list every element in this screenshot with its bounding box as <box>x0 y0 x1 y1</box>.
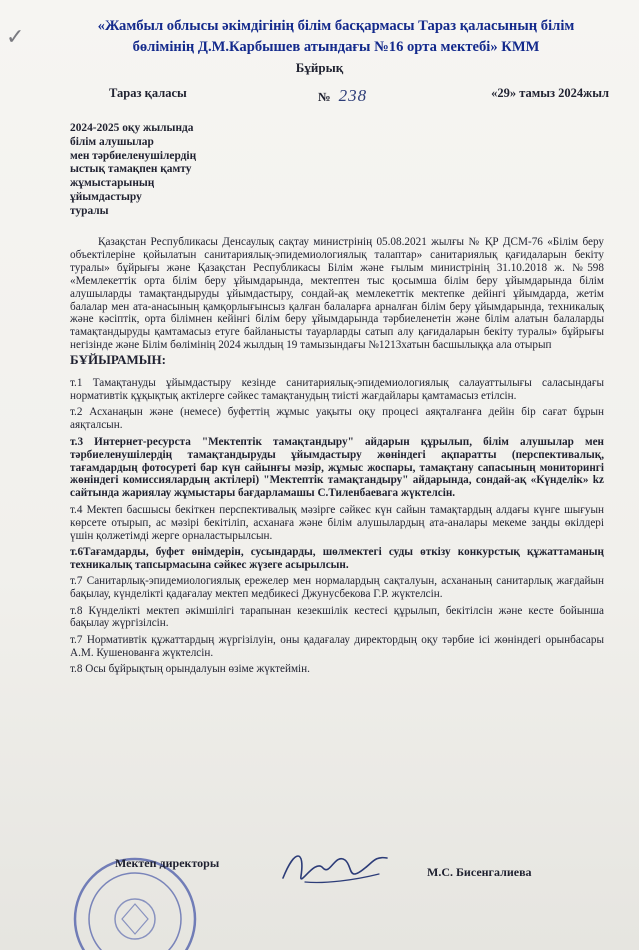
document-type: Бұйрық <box>295 60 344 75</box>
subject-line: 2024-2025 оқу жылында <box>70 122 194 134</box>
order-item: т.1 Тамақтануды ұйымдастыру кезінде санитариялық-эпидемиологиялық салауаттылығы саласындағы нормативтік құқықтық актілерге сәйкес тамақтанудың тиісті жағдайлары қамтамасыз етілсін. <box>70 377 604 402</box>
preamble-paragraph: Қазақстан Республикасы Денсаулық сақтау министрінің 05.08.2021 жылғы № ҚР ДСМ-76 «Білім беру объектілеріне қойылатын санитариялық-эпидемиологиялық талаптар» санитариялық қағидаларын бекіту туралы» бұйрығы және Қазақстан Республикасы Білім және ғылым министрінің 31.10.2018 ж. №598 «Мемлекеттік орта білім беру ұйымдарында, мектептен тыс қосымша білім беру ұйымдарында білім алушыларды тамақтандыруды ұйымдастыру, сондай-ақ мемлекеттік мектепке дейінгі ұйымдарда, жетім балалар мен ата-анасының қамқорлығынсыз қалған балаларға арналған білім беру ұйымдарында, техникалық және кәсіптік, орта білімнен кейінгі білім беру ұйымдарында тәрбиеленетін және білім алатын балаларды тамақтандыруды қамтамасыз етуге байланысты тауарларды сатып алу қағидаларын бекіту туралы» бұйрығы негізінде және Білім бөлімінің 2024 жылдың 19 тамызындағы №1213хатын басшылыққа ала отырып <box>70 236 604 352</box>
order-item: т.3 Интернет-ресурста "Мектептік тамақтандыру" айдарын құрылып, білім алушылар мен тәрбиеленушілердің тамақтандыруды ұйымдастыру жөніндегі ақпаратты (перспективалық, тағамдардың фотосуреті бар күн сайынғы мәзір, жұмыс жоспары, тамақтану сапасының мониторингі жөніндегі комиссиялардың актілері) "Мектептік тамақтандыру" айдарында, сондай-ақ «Күнделік» kz сайтында жариялау жұмыстары бағдарламашы С.Тиленбаевага жүктелсін. <box>70 435 604 500</box>
organization-header <box>62 16 610 58</box>
subject-line: білім алушылар <box>70 135 154 148</box>
order-number <box>318 86 367 106</box>
handwritten-signature <box>275 838 395 898</box>
order-item: т.8 Күнделікті мектеп әкімшілігі тарапынан кезекшілік кестесі құрылып, бекітілсін және кесте бойынша бақылау жүргізілсін. <box>70 604 604 630</box>
signatory-name: М.С. Бисенгалиева <box>427 865 532 879</box>
order-item: т.7 Нормативтік құжаттардың жүргізілуін, оны қадағалау директордың оқу тәрбие ісі жөніндегі орынбасары А.М. Кушенованға жүктелсін. <box>70 633 604 659</box>
number-label: № <box>318 90 331 104</box>
subject-line: жұмыстарының <box>70 177 155 190</box>
order-item: т.7 Санитарлық-эпидемиологиялық ережелер мен нормалардың сақталуын, асхананың санитарлық жағдайын бақылау, күнделікті қадағалау мектеп медбикесі Джунусбекова Г.Р. жүктелсін. <box>70 575 604 601</box>
number-value: 238 <box>338 86 368 105</box>
order-item: т.4 Мектеп басшысы бекіткен перспективалық мәзірге сәйкес күн сайын тамақтардың алдағы күнге шығуын көрсете отырып, ас мәзірі бекітіліп, асханаға және білім алушылардың ата-аналары мекеме заңды өкілдері үшін қолжетімді жерге орналастырылсын. <box>70 503 604 542</box>
order-item: т.6Тағамдарды, буфет өнімдерін, сусындарды, шөлмектегі суды өткізу конкурстық құжаттаманың техникалық тапсырмасына сәйкес жүзеге асырылсын. <box>70 545 604 571</box>
decree-heading: БҰЙЫРАМЫН: <box>70 352 167 368</box>
order-date: «29» тамыз 2024жыл <box>491 86 609 100</box>
subject-line: ұйымдастыру <box>70 190 142 203</box>
city-label: Тараз қаласы <box>109 86 187 100</box>
org-line-2: бөлімінің Д.М.Карбышев атындағы №16 орта мектебі» КММ <box>132 39 540 55</box>
subject-line: ыстық тамақпен қамту <box>70 163 192 176</box>
subject-line: туралы <box>70 204 109 217</box>
subject-line: мен тәрбиеленушілердің <box>70 149 197 162</box>
checkmark-mark: ✓ <box>6 24 25 49</box>
org-line-1: «Жамбыл облысы әкімдігінің білім басқармасы Тараз қаласының білім <box>97 18 575 34</box>
order-item: т.8 Осы бұйрықтың орындалуын өзіме жүктеймін. <box>70 663 310 676</box>
order-subject <box>70 122 240 219</box>
order-items <box>70 377 604 676</box>
order-item: т.2 Асханаңын және (немесе) буфеттің жұмыс уақыты оқу процесі аяқталғанға дейін бір сағат бұрын аяқталсын. <box>70 406 604 432</box>
signatory-position: Мектеп директоры <box>115 856 220 870</box>
order-body <box>70 236 604 680</box>
